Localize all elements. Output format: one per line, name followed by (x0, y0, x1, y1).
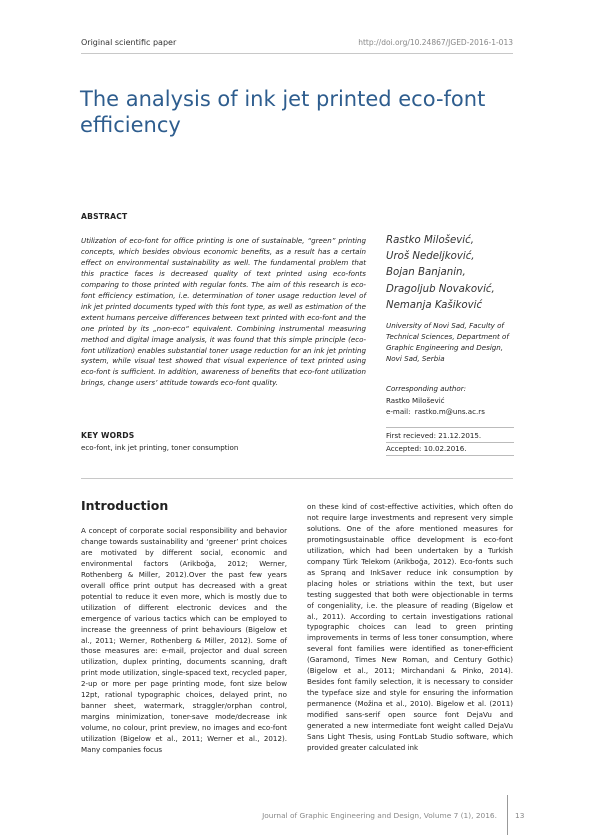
intro-paragraph: on these kind of cost-effective activities, which often do not require large investments and represent very simple solutions. One of the afore mentioned measures for promotingsustainable office development is eco-font utilization, which had been undertaken by a Turkish company Türk Telekom (Arikboğa, 2012). Eco-fonts such as Spranq and InkSaver reduce ink consumption by placing holes or striations within the text, but user testing suggested that both were objectionable in terms of congeniality, i.e. the pleasure of reading (Bigelow et al., 2011). According to certain investigations rational typographic choices can lead to green printing improvements in terms of less toner consumption, where several font families were identified as toner-efficient (Garamond, Times New Roman, and Century Gothic)(Bigelow et al., 2011; Mirchandani & Pinko, 2014). Besides font family selection, it is necessary to consider the typeface size and style for ensuring the information permanence (Možina et al., 2010). Bigelow et al. (2011) modified sans-serif open source font DejaVu and generated a new intermediate font weight called DejaVu Sans Light Thesis, using FontLab Studio software, which provided greater calculated ink (307, 502, 513, 752)
header-divider (81, 53, 513, 54)
abstract-heading: ABSTRACT (81, 212, 128, 221)
journal-footer: Journal of Graphic Engineering and Design, Volume 7 (1), 2016. (262, 811, 497, 820)
article-category: Original scientific paper (81, 38, 177, 47)
email-label: e-mail: (386, 407, 411, 416)
abstract-body: Utilization of eco-font for office printing is one of sustainable, “green” printing concepts, which besides obvious economic benefits, as a result has a certain effect on environmental sustainability as well. The fundamental problem that this practice faces is decreased quality of text printed using eco-fonts comparing to those printed with regular fonts. The aim of this research is eco-font efficiency estimation, i.e. determination of toner usage reduction level of ink jet printed documents typed with this font type, as well as estimation of the extent humans perceive differences between text printed with eco-font and the one printed by its „non-eco“ equivalent. Combining instrumental measuring method and digital image analysis, it was found that this simple principle (eco-font utilization) enables substantial toner usage reduction for an ink jet printing system, while visual test showed that visual experience of text printed using eco-font is sufficient. In addition, awareness of benefits that eco-font utilization brings, change users’ attitude towards eco-font quality. (81, 236, 366, 388)
footer-divider (507, 795, 508, 835)
author-name: Nemanja Kašiković (386, 299, 483, 311)
introduction-heading: Introduction (81, 498, 169, 513)
introduction-column-right (307, 502, 513, 754)
dates-divider-bottom (386, 455, 514, 456)
keywords-text: eco-font, ink jet printing, toner consumption (81, 443, 239, 452)
intro-paragraph: A concept of corporate social responsibility and behavior change towards sustainability and ‘greener’ print choices are motivated by different social, economic and environmental factors (Arikboğa, 2012; Werner, Rothenberg & Miller, 2012).Over the past few years overall office print output has decreased with a great potential to reduce it even more, which is mostly due to utilization of different electronic devices and the emergence of various tactics which can be employed to increase the greenness of print behaviours (Bigelow et al., 2011; Werner, Rothenberg & Miller, 2012). Some of those measures are: e-mail, projector and dual screen utilization, duplex printing, documents scanning, draft print mode utilization, single-spaced text, recycled paper, 2-up or more per page printing mode, font size below 12pt, rational typographic choices, delayed print, no banner sheet, watermark, straggler/orphan control, margins minimization, toner-save mode/decrease ink volume, no colour, print preview, no images and eco-font utilization (Bigelow et al., 2011; Werner et al., 2012). Many companies focus (81, 526, 287, 755)
received-date: First recieved: 21.12.2015. (386, 431, 482, 440)
author-name: Bojan Banjanin, (386, 267, 466, 279)
introduction-column-left (81, 526, 287, 756)
author-name: Dragoljub Novaković, (386, 283, 495, 295)
section-divider (81, 478, 513, 479)
author-name: Rastko Milošević, (386, 235, 474, 246)
abstract-text (81, 236, 366, 389)
corresponding-author-name: Rastko Milošević (386, 396, 445, 405)
affiliation: University of Novi Sad, Faculty of Technical Sciences, Department of Graphic Engineering and Design, Novi Sad, Serbia (386, 321, 509, 363)
dates-divider-top (386, 427, 514, 428)
dates-divider-middle (386, 442, 514, 443)
keywords-heading: KEY WORDS (81, 431, 135, 440)
email-address[interactable]: rastko.m@uns.ac.rs (414, 407, 485, 416)
page-number: 13 (515, 811, 525, 820)
doi-link[interactable]: http://doi.org/10.24867/JGED-2016-1-013 (358, 38, 513, 47)
accepted-date: Accepted: 10.02.2016. (386, 444, 467, 453)
author-list (386, 233, 516, 314)
paper-title: The analysis of ink jet printed eco-font efficiency (80, 87, 486, 137)
corresponding-author-label: Corresponding author: (386, 384, 467, 393)
corresponding-author-email (386, 407, 487, 416)
author-name: Uroš Nedeljković, (386, 251, 475, 263)
